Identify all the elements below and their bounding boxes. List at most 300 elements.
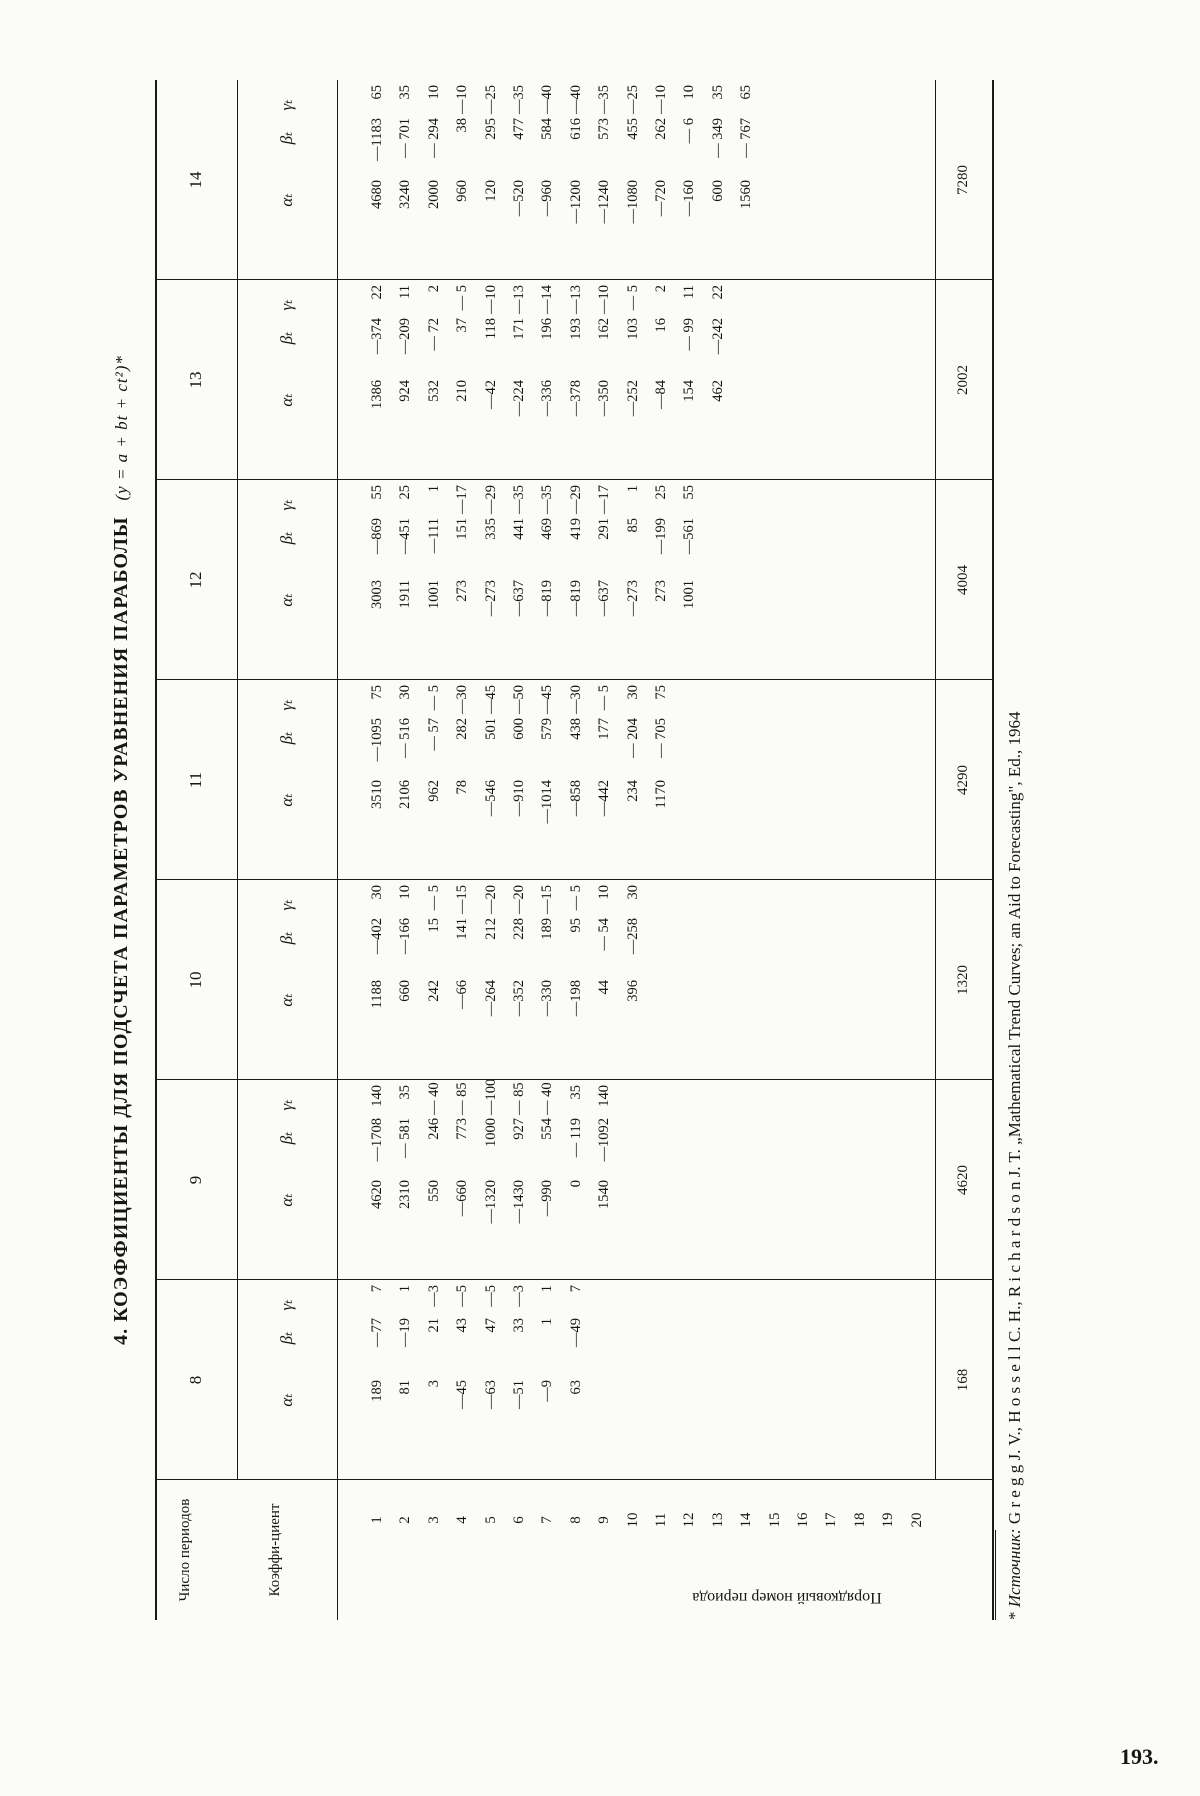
coef-gamma: —45 [539,685,556,714]
alpha-symbol: αₜ [277,793,296,807]
row-number: 6 [511,1516,527,1524]
coef-alpha: 3003 [369,580,385,609]
row-number: 7 [539,1516,556,1524]
coef-beta: 38 [454,118,471,133]
alpha-symbol: αₜ [277,1193,296,1207]
group-border [157,1079,992,1080]
coef-gamma: —25 [482,85,499,114]
coef-gamma: 7 [567,1285,584,1293]
coef-gamma: — 40 [425,1082,442,1115]
coef-alpha: 3240 [397,180,414,209]
coef-alpha: 78 [454,780,471,795]
coef-beta: — 57 [425,718,442,751]
periods-count: 8 [186,1375,205,1385]
coef-gamma: 10 [681,85,698,100]
coef-alpha: 234 [624,780,641,802]
coef-beta: 15 [425,918,442,933]
coef-beta: 616 [567,118,584,140]
coef-beta: 1 [539,1318,556,1326]
coef-alpha: 63 [567,1380,584,1395]
coef-alpha: 81 [397,1380,414,1395]
coef-beta: 141 [454,918,471,940]
coef-alpha: 1560 [738,180,755,209]
group-border [157,879,992,880]
coef-gamma: — 85 [511,1082,527,1115]
coef-beta: — 701 [397,118,414,158]
coef-alpha: 2000 [425,180,442,209]
coef-alpha: 4680 [369,180,385,209]
coef-gamma: 30 [624,685,641,700]
page-number: 193. [1120,1744,1159,1769]
coef-gamma: 2 [653,285,669,293]
normalizing-sum: 168 [954,1368,971,1392]
footnote-rule [995,1530,996,1620]
coef-beta: — 119 [567,1118,584,1158]
coef-gamma: —100 [482,1078,499,1115]
coef-beta: 455 [624,118,641,140]
rotated-table-block [100,80,1110,1620]
coef-alpha: 532 [425,380,442,402]
coef-alpha: —442 [596,780,613,817]
coef-gamma: —30 [567,685,584,714]
normalizing-sum: 7280 [954,165,971,195]
coef-gamma: —17 [454,485,471,514]
coef-gamma: 11 [397,285,414,299]
coef-alpha: —273 [482,580,499,617]
coef-beta: —258 [624,918,641,955]
coef-beta: 1000 [482,1118,499,1147]
coef-gamma: —35 [511,485,527,514]
coef-beta: 85 [624,518,641,533]
group-border [157,479,992,480]
coef-alpha: —520 [511,180,527,217]
coef-alpha: 960 [454,180,471,202]
coef-beta: 291 [596,518,613,540]
coef-alpha: —252 [624,380,641,417]
coef-gamma: —13 [511,285,527,314]
row-number: 11 [653,1512,669,1528]
coef-alpha: —637 [596,580,613,617]
coef-gamma: —20 [482,885,499,914]
coef-beta: 33 [511,1318,527,1333]
coef-gamma: 1 [539,1285,556,1293]
gamma-symbol: γₜ [277,99,296,111]
row-number: 17 [823,1512,840,1528]
beta-symbol: βₜ [277,1131,296,1145]
coef-beta: — 99 [681,318,698,351]
group-border [157,279,992,280]
coef-gamma: — 5 [425,885,442,911]
alpha-symbol: αₜ [277,193,296,207]
coef-beta: 927 [511,1118,527,1140]
coef-beta: 196 [539,318,556,340]
coef-alpha: 1188 [369,980,385,1009]
coef-alpha: 4620 [369,1180,385,1209]
coef-alpha: —858 [567,780,584,817]
coef-beta: —209 [397,318,414,355]
gamma-symbol: γₜ [277,1299,296,1311]
coef-beta: 573 [596,118,613,140]
coef-beta: —451 [397,518,414,555]
coef-alpha: 924 [397,380,414,402]
coef-gamma: 140 [596,1085,613,1107]
coef-gamma: 11 [681,285,698,299]
coef-alpha: —224 [511,380,527,417]
coef-beta: 262 [653,118,669,140]
coef-beta: 47 [482,1318,499,1333]
coef-gamma: 35 [709,85,726,100]
periods-count-label: Число периодов [177,1498,193,1602]
table-formula: (y = a + bt + ct²)* [112,355,131,501]
coef-beta: —374 [369,318,385,355]
coef-gamma: 35 [567,1085,584,1100]
coef-alpha: —9 [539,1380,556,1402]
table-title-text: 4. КОЭФФИЦИЕНТЫ ДЛЯ ПОДСЧЕТА ПАРАМЕТРОВ УРАВНЕНИЯ ПАРАБОЛЫ [110,516,132,1345]
coef-beta: 773 [454,1118,471,1140]
coef-beta: 177 [596,718,613,740]
coef-beta: 477 [511,118,527,140]
coef-gamma: 75 [369,685,385,700]
gamma-symbol: γₜ [277,1099,296,1111]
coef-alpha: 273 [653,580,669,602]
coef-gamma: 35 [397,1085,414,1100]
coef-gamma: 30 [369,885,385,900]
coef-gamma: 1 [397,1285,414,1293]
alpha-symbol: αₜ [277,393,296,407]
coef-gamma: 22 [369,285,385,300]
coef-alpha: —546 [482,780,499,817]
coef-gamma: 30 [397,685,414,700]
coef-gamma: 10 [596,885,613,900]
coef-alpha: —66 [454,980,471,1009]
coef-alpha: —910 [511,780,527,817]
coef-gamma: —14 [539,285,556,314]
alpha-symbol: αₜ [277,1393,296,1407]
coef-beta: —166 [397,918,414,955]
beta-symbol: βₜ [277,731,296,745]
coef-alpha: —330 [539,980,556,1017]
coef-gamma: —40 [567,85,584,114]
coef-gamma: 65 [369,85,385,100]
coef-alpha: 0 [567,1180,584,1188]
coef-gamma: —5 [482,1285,499,1307]
coef-beta: 43 [454,1318,471,1333]
coef-alpha: 1911 [397,580,414,609]
coef-gamma: — 5 [624,285,641,311]
coef-gamma: —5 [454,1285,471,1307]
coef-beta: —1708 [369,1118,385,1162]
coefficients-table [155,80,994,1620]
header-divider [337,80,338,1620]
coef-alpha: 600 [709,180,726,202]
normalizing-sum: 4620 [954,1165,971,1195]
coef-alpha: —160 [681,180,698,217]
periods-count: 10 [186,971,205,989]
coef-gamma: 1 [425,485,442,493]
coef-alpha: —45 [454,1380,471,1409]
coef-alpha: —336 [539,380,556,417]
coef-gamma: — 5 [596,685,613,711]
coef-beta: 335 [482,518,499,540]
coef-beta: 600 [511,718,527,740]
coef-beta: 103 [624,318,641,340]
coef-beta: — 294 [425,118,442,158]
coef-gamma: —13 [567,285,584,314]
row-number: 5 [482,1516,499,1524]
coef-beta: — 204 [624,718,641,758]
coef-beta: 282 [454,718,471,740]
normalizing-sum: 2002 [954,365,971,395]
coef-alpha: 120 [482,180,499,202]
coef-beta: 193 [567,318,584,340]
gamma-symbol: γₜ [277,499,296,511]
coef-beta: 189 [539,918,556,940]
row-number: 8 [567,1516,584,1524]
coef-gamma: 22 [709,285,726,300]
row-number: 12 [681,1512,698,1528]
group-divider [237,80,238,1480]
coef-gamma: — 85 [454,1082,471,1115]
coef-alpha: —1200 [567,180,584,224]
coef-beta: 212 [482,918,499,940]
coef-gamma: —40 [539,85,556,114]
coef-alpha: —273 [624,580,641,617]
periods-count: 13 [186,371,205,389]
coef-beta: 151 [454,518,471,540]
table-title [110,80,133,1620]
gamma-symbol: γₜ [277,899,296,911]
coef-alpha: —819 [539,580,556,617]
coef-gamma: — 5 [454,285,471,311]
coef-gamma: —20 [511,885,527,914]
coef-gamma: —3 [425,1285,442,1307]
coef-alpha: —660 [454,1180,471,1217]
coef-gamma: 1 [624,485,641,493]
coef-beta: 246 [425,1118,442,1140]
periods-count: 14 [186,171,205,189]
coef-beta: — 54 [596,918,613,951]
coef-gamma: —50 [511,685,527,714]
coef-alpha: 44 [596,980,613,995]
coef-gamma: —17 [596,485,613,514]
coef-alpha: —1240 [596,180,613,224]
coef-beta: 295 [482,118,499,140]
coef-beta: 469 [539,518,556,540]
coef-beta: 95 [567,918,584,933]
coef-gamma: — 40 [539,1082,556,1115]
coef-beta: — 767 [738,118,755,158]
row-number: 2 [397,1516,414,1524]
coef-alpha: —720 [653,180,669,217]
coef-beta: 419 [567,518,584,540]
coef-beta: 584 [539,118,556,140]
row-axis-label [627,1574,947,1620]
coef-gamma: 2 [425,285,442,293]
coef-alpha: 660 [397,980,414,1002]
stub-border [157,1479,992,1480]
coef-beta: —561 [681,518,698,555]
row-number: 10 [624,1512,641,1528]
coef-alpha: 1386 [369,380,385,409]
coef-alpha: 2310 [397,1180,414,1209]
beta-symbol: βₜ [277,931,296,945]
coef-gamma: —35 [511,85,527,114]
coef-alpha: 242 [425,980,442,1002]
coef-alpha: 3 [425,1380,442,1388]
coefficient-label: Коэффи-циент [267,1503,283,1597]
periods-count: 11 [186,771,205,789]
coef-beta: 171 [511,318,527,340]
row-axis-label-text: Порядковый номер периода [692,1589,882,1606]
row-number: 9 [596,1516,613,1524]
coef-alpha: —1320 [482,1180,499,1224]
coef-alpha: —1014 [539,780,556,824]
coef-gamma: — 5 [567,885,584,911]
row-number: 19 [880,1512,897,1528]
beta-symbol: βₜ [277,531,296,545]
coef-gamma: —15 [454,885,471,914]
coef-beta: —199 [653,518,669,555]
coef-beta: —49 [567,1318,584,1347]
normalizing-sum: 1320 [954,965,971,995]
coef-alpha: —1080 [624,180,641,224]
coef-alpha: 3510 [369,780,385,809]
coef-beta: —1092 [596,1118,613,1162]
coef-alpha: —378 [567,380,584,417]
beta-symbol: βₜ [277,1331,296,1345]
group-border [157,679,992,680]
coef-beta: —402 [369,918,385,955]
periods-count: 9 [186,1175,205,1185]
coef-gamma: —15 [539,885,556,914]
coef-beta: —111 [425,518,442,554]
coef-gamma: —3 [511,1285,527,1307]
coef-beta: —1095 [369,718,385,762]
row-number: 16 [795,1512,811,1528]
alpha-symbol: αₜ [277,593,296,607]
coef-alpha: —51 [511,1380,527,1409]
row-number: 20 [908,1512,925,1528]
coef-alpha: —198 [567,980,584,1017]
coef-gamma: 10 [425,85,442,100]
coef-alpha: 189 [369,1380,385,1402]
coef-beta: 21 [425,1318,442,1333]
coef-alpha: —350 [596,380,613,417]
coef-alpha: —84 [653,380,669,409]
coef-beta: — 349 [709,118,726,158]
coef-gamma: —10 [454,85,471,114]
coef-beta: 438 [567,718,584,740]
coef-beta: 228 [511,918,527,940]
coef-alpha: 396 [624,980,641,1002]
row-number: 18 [851,1512,868,1528]
coef-alpha: —1430 [511,1180,527,1224]
coef-gamma: —29 [567,485,584,514]
coef-alpha: 210 [454,380,471,402]
row-number: 13 [709,1512,726,1528]
footnote-marker: * [1005,1611,1024,1620]
coef-alpha: —990 [539,1180,556,1217]
row-number: 14 [738,1512,755,1528]
row-number: 3 [425,1516,442,1524]
gamma-symbol: γₜ [277,299,296,311]
coef-gamma: 10 [397,885,414,900]
coef-beta: 16 [653,318,669,333]
coef-beta: — 72 [425,318,442,351]
coef-alpha: 1540 [596,1180,613,1209]
coef-gamma: —35 [596,85,613,114]
alpha-symbol: αₜ [277,993,296,1007]
gamma-symbol: γₜ [277,699,296,711]
beta-symbol: βₜ [277,131,296,145]
coef-beta: 579 [539,718,556,740]
coef-alpha: 1001 [425,580,442,609]
coef-alpha: —352 [511,980,527,1017]
coef-beta: — 581 [397,1118,414,1158]
coef-alpha: —42 [482,380,499,409]
coef-gamma: 65 [738,85,755,100]
coef-gamma: 25 [397,485,414,500]
coef-alpha: 1170 [653,780,669,809]
coef-beta: —77 [369,1318,385,1347]
coef-gamma: —35 [539,485,556,514]
row-number: 15 [766,1512,783,1528]
normalizing-sum: 4290 [954,765,971,795]
footnote-source-label: Источник: [1005,1528,1024,1608]
row-number: 4 [454,1516,471,1524]
coef-beta: 37 [454,318,471,333]
coef-beta: — 705 [653,718,669,758]
coef-beta: 554 [539,1118,556,1140]
coef-alpha: —637 [511,580,527,617]
coef-gamma: —10 [653,85,669,114]
coef-gamma: 75 [653,685,669,700]
coef-gamma: 25 [653,485,669,500]
coef-alpha: 962 [425,780,442,802]
coef-gamma: 140 [369,1085,385,1107]
coef-gamma: —45 [482,685,499,714]
coef-alpha: 550 [425,1180,442,1202]
coef-beta: —869 [369,518,385,555]
coef-alpha: 273 [454,580,471,602]
beta-symbol: βₜ [277,331,296,345]
coef-beta: —242 [709,318,726,355]
coef-alpha: —819 [567,580,584,617]
row-number: 1 [369,1516,385,1524]
coef-beta: —1183 [369,118,385,161]
coef-beta: 501 [482,718,499,740]
coef-gamma: —29 [482,485,499,514]
coef-gamma: 55 [681,485,698,500]
normalizing-sum: 4004 [954,565,971,595]
periods-count: 12 [186,571,205,589]
coef-alpha: —264 [482,980,499,1017]
coef-gamma: 7 [369,1285,385,1293]
coef-alpha: 462 [709,380,726,402]
coef-beta: 162 [596,318,613,340]
coef-gamma: 30 [624,885,641,900]
coef-gamma: 55 [369,485,385,500]
coef-alpha: 154 [681,380,698,402]
footnote-text: G r e g g J. V., H o s s e l l C. H., R i c h a r d s o n J. T. „Mathematical Trend Curves; an Aid to Forecasting", Ed., 1964 [1005,711,1024,1525]
coef-alpha: —960 [539,180,556,217]
coef-gamma: 35 [397,85,414,100]
coef-alpha: 1001 [681,580,698,609]
coef-gamma: —10 [596,285,613,314]
coef-beta: — 6 [681,118,698,144]
coef-beta: 441 [511,518,527,540]
coef-gamma: —10 [482,285,499,314]
